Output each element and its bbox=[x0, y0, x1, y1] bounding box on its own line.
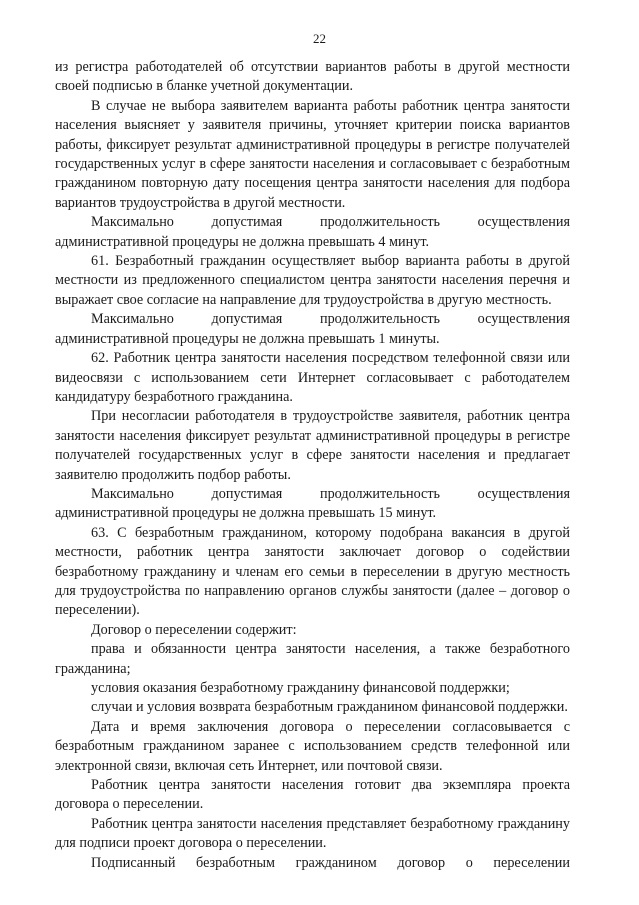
page-number: 22 bbox=[313, 31, 326, 46]
paragraph: 63. С безработным гражданином, которому подобрана вакансия в другой местности, работник центра занятости заключает договор о содействии безработному гражданину и членам его семьи в переселении в другую местность для трудоустройства по направлению органов службы занятости (далее – договор о переселении). bbox=[55, 524, 570, 619]
paragraph: Максимально допустимая продолжительность осуществления административной процедуры не должна превышать 4 минут. bbox=[55, 214, 570, 250]
paragraph: Договор о переселении содержит: bbox=[91, 621, 297, 638]
paragraph: 62. Работник центра занятости населения посредством телефонной связи или видеосвязи с использованием сети Интернет согласовывает с работодателем кандидатуру безработного гражданина. bbox=[55, 350, 570, 405]
paragraph: Работник центра занятости населения готовит два экземпляра проекта договора о переселении. bbox=[55, 777, 570, 813]
list-item: условия оказания безработному гражданину финансовой поддержки; bbox=[91, 680, 510, 696]
paragraph: Максимально допустимая продолжительность осуществления административной процедуры не должна превышать 15 минут. bbox=[55, 485, 570, 522]
document-body bbox=[55, 58, 570, 873]
paragraph: 61. Безработный гражданин осуществляет выбор варианта работы в другой местности из предложенного специалистом центра занятости населения перечня и выражает свое согласие на направление для трудоустройства в другую местность. bbox=[55, 253, 570, 308]
paragraph: Дата и время заключения договора о переселении согласовывается с безработным гражданином заранее с использованием средств телефонной или электронной связи, включая сеть Интернет, или почтовой связи. bbox=[55, 718, 570, 774]
paragraph: Максимально допустимая продолжительность осуществления административной процедуры не должна превышать 1 минуты. bbox=[55, 311, 570, 347]
paragraph: из регистра работодателей об отсутствии вариантов работы в другой местности своей подписью в бланке учетной документации. bbox=[55, 59, 570, 95]
paragraph: Работник центра занятости населения представляет безработному гражданину для подписи проект договора о переселении. bbox=[55, 815, 570, 852]
list-item: случаи и условия возврата безработным гражданином финансовой поддержки. bbox=[91, 699, 568, 716]
list-item: права и обязанности центра занятости населения, а также безработного гражданина; bbox=[55, 641, 570, 677]
paragraph: Подписанный безработным гражданином договор о переселении bbox=[91, 854, 570, 871]
paragraph: В случае не выбора заявителем варианта работы работник центра занятости населения выясняет у заявителя причины, уточняет критерии поиска вариантов работы, фиксирует результат административной процедуры в регистре получателей государственных услуг в сфере занятости населения и согласовывает с безработным гражданином повторную дату посещения центра занятости населения для подбора вариантов трудоустройства в другой местности. bbox=[55, 97, 570, 211]
paragraph: При несогласии работодателя в трудоустройстве заявителя, работник центра занятости населения фиксирует результат административной процедуры в регистре получателей государственных услуг в сфере занятости населения и предлагает заявителю продолжить подбор работы. bbox=[55, 408, 570, 483]
